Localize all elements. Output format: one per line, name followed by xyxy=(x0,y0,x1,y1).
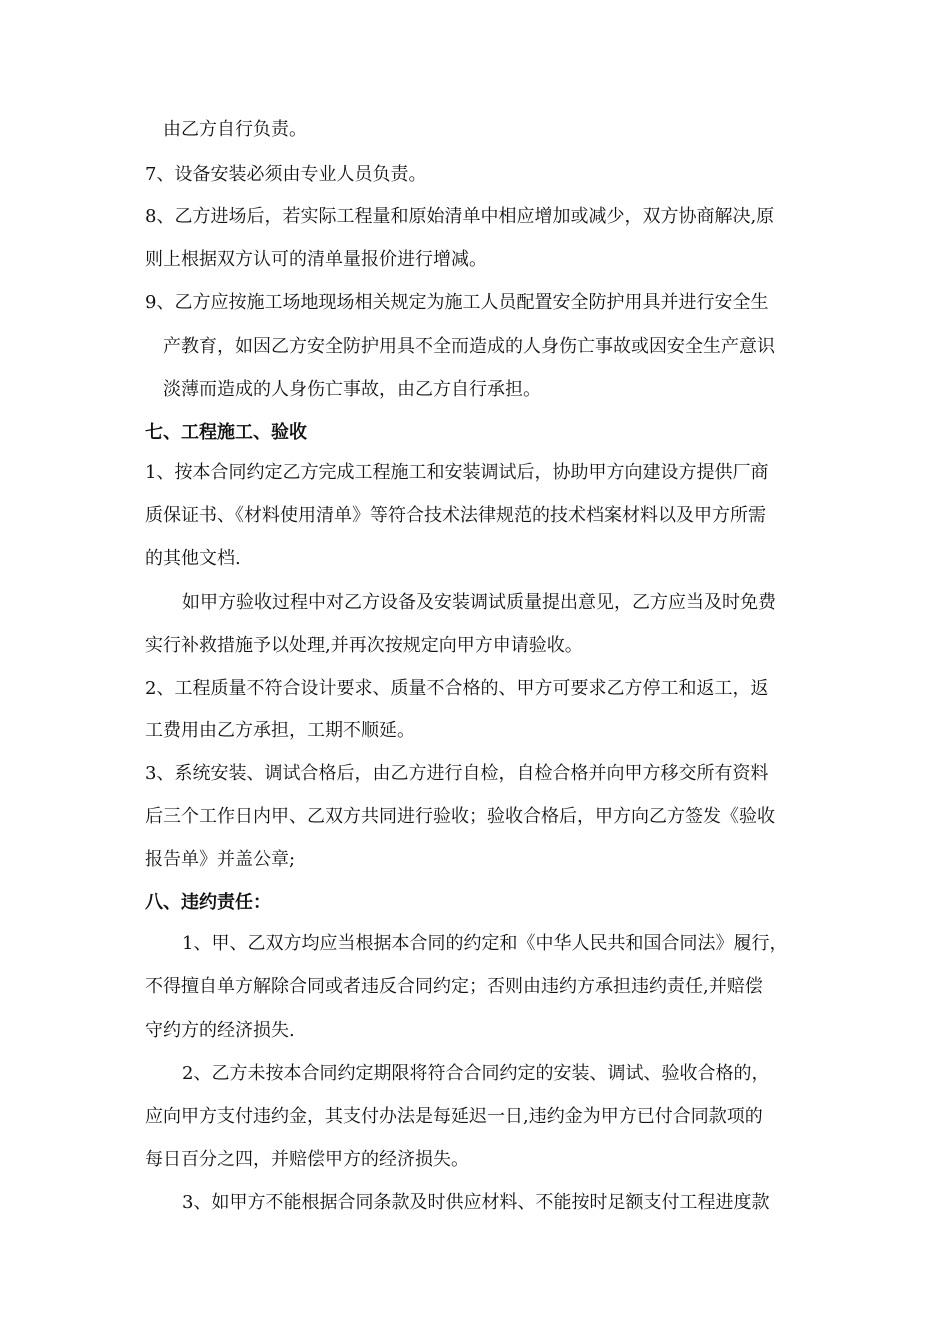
text-line: 7、设备安装必须由专业人员负责。 xyxy=(145,164,427,185)
text-line: 守约方的经济损失. xyxy=(145,1020,295,1041)
text-line: 的其他文档. xyxy=(145,548,241,569)
section-heading: 八、违约责任： xyxy=(145,892,271,913)
text-line: 2、工程质量不符合设计要求、质量不合格的、甲方可要求乙方停工和返工，返 xyxy=(145,678,769,699)
section-heading: 七、工程施工、验收 xyxy=(145,422,307,443)
text-line: 工费用由乙方承担，工期不顺延。 xyxy=(145,720,415,741)
text-line: 如甲方验收过程中对乙方设备及安装调试质量提出意见，乙方应当及时免费 xyxy=(182,592,776,613)
text-line: 淡薄而造成的人身伤亡事故，由乙方自行承担。 xyxy=(163,379,541,400)
text-line: 质保证书、《材料使用清单》等符合技术法律规范的技术档案材料以及甲方所需 xyxy=(145,505,766,526)
text-line: 9、乙方应按施工场地现场相关规定为施工人员配置安全防护用具并进行安全生 xyxy=(145,292,769,313)
text-line: 3、如甲方不能根据合同条款及时供应材料、不能按时足额支付工程进度款 xyxy=(182,1192,770,1213)
text-line: 应向甲方支付违约金，其支付办法是每延迟一日,违约金为甲方已付合同款项的 xyxy=(145,1106,763,1127)
text-line: 不得擅自单方解除合同或者违反合同约定；否则由违约方承担违约责任,并赔偿 xyxy=(145,976,763,997)
text-line: 每日百分之四，并赔偿甲方的经济损失。 xyxy=(145,1149,469,1170)
text-line: 3、系统安装、调试合格后，由乙方进行自检，自检合格并向甲方移交所有资料 xyxy=(145,763,769,784)
text-line: 由乙方自行负责。 xyxy=(163,119,307,140)
text-line: 后三个工作日内甲、乙双方共同进行验收；验收合格后，甲方向乙方签发《验收 xyxy=(145,806,775,827)
text-line: 则上根据双方认可的清单量报价进行增减。 xyxy=(145,249,487,270)
text-line: 1、甲、乙双方均应当根据本合同的约定和《中华人民共和国合同法》履行， xyxy=(182,933,788,954)
text-line: 报告单》并盖公章; xyxy=(145,849,296,870)
text-line: 8、乙方进场后，若实际工程量和原始清单中相应增加或减少，双方协商解决,原 xyxy=(145,206,775,227)
text-line: 2、乙方未按本合同约定期限将符合合同约定的安装、调试、验收合格的， xyxy=(182,1063,770,1084)
text-line: 产教育，如因乙方安全防护用具不全而造成的人身伤亡事故或因安全生产意识 xyxy=(163,336,775,357)
text-line: 实行补救措施予以处理,并再次按规定向甲方申请验收。 xyxy=(145,635,583,656)
text-line: 1、按本合同约定乙方完成工程施工和安装调试后，协助甲方向建设方提供厂商 xyxy=(145,462,769,483)
